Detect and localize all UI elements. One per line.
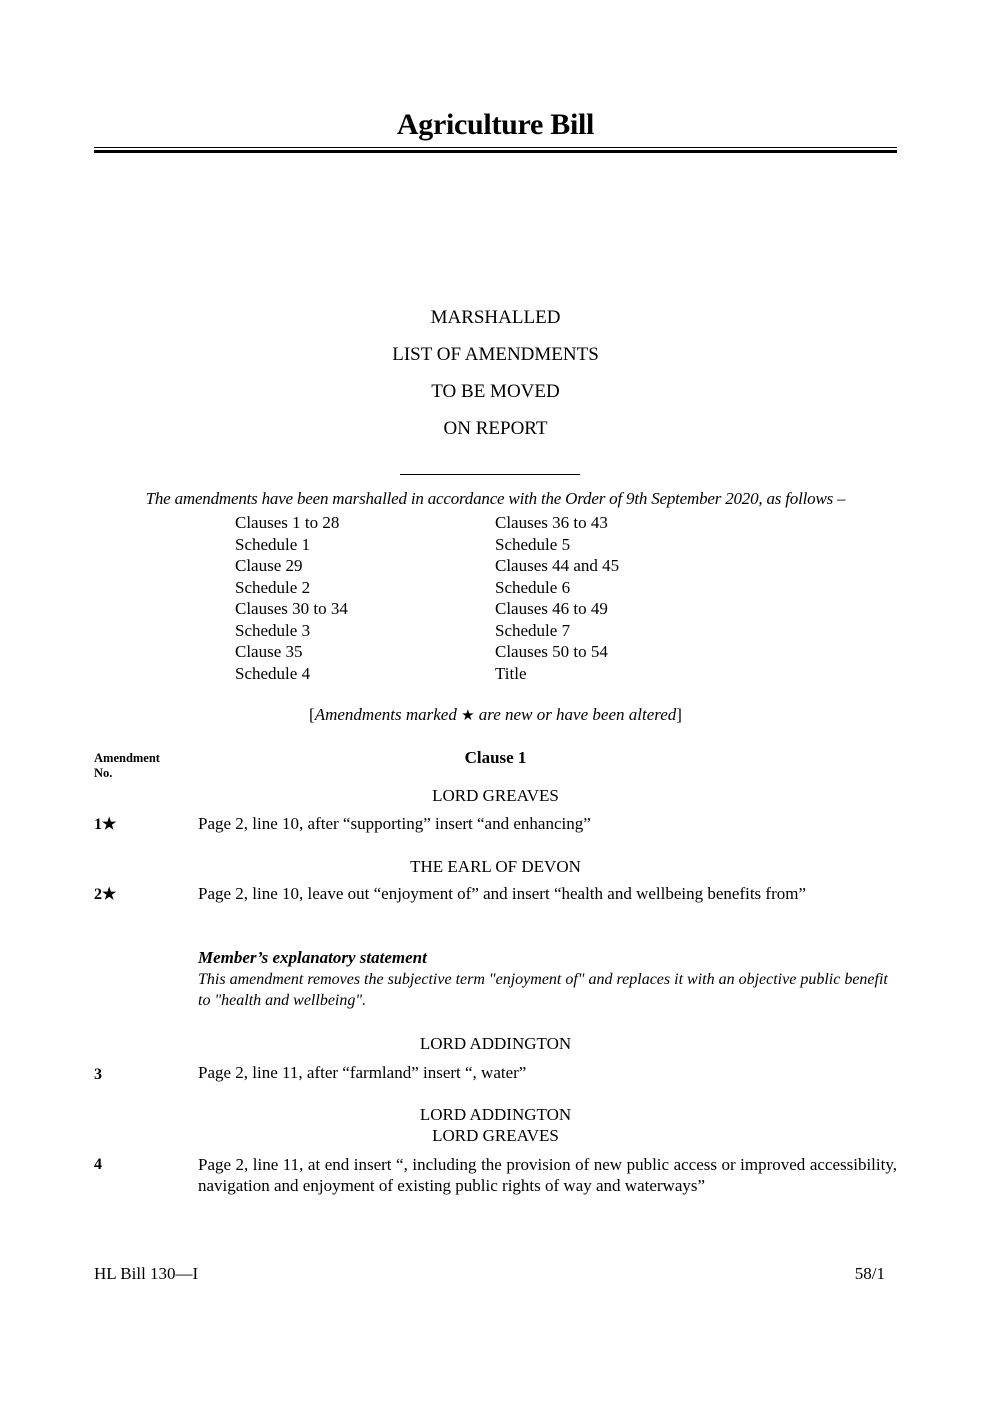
order-item: Schedule 6 <box>495 577 571 597</box>
order-item: Schedule 2 <box>235 577 311 597</box>
order-item: Schedule 4 <box>235 663 311 683</box>
order-item: Clauses 30 to 34 <box>235 599 348 618</box>
amendment-number: 1★ <box>94 816 117 833</box>
amendment-number: 4 <box>94 1156 102 1173</box>
amendment-text: Page 2, line 11, after “farmland” insert “, water” <box>198 1063 527 1082</box>
member-name: LORD GREAVES <box>432 786 559 805</box>
page-reference: 58/1 <box>854 1264 885 1283</box>
explanatory-statement-text: This amendment removes the subjective term "enjoyment of" and replaces it with an objective public benefit to "health and wellbeing". <box>198 971 888 1009</box>
section-divider <box>400 474 580 475</box>
member-name: THE EARL OF DEVON <box>410 857 581 876</box>
clause-title: Clause 1 <box>464 748 527 767</box>
title-rule-thin <box>94 147 897 148</box>
explanatory-statement-title: Member’s explanatory statement <box>198 948 427 967</box>
marshalled-heading <box>0 305 991 453</box>
order-item: Clause 35 <box>235 642 303 661</box>
bracket: [ <box>309 705 315 724</box>
header-line: No. <box>94 766 113 780</box>
title-rule-thick <box>94 150 897 153</box>
bracket: ] <box>676 705 682 724</box>
amendment-number: 2★ <box>94 886 117 903</box>
note-text: Amendments marked <box>314 705 462 724</box>
bill-reference: HL Bill 130—I <box>94 1264 199 1283</box>
order-item: Schedule 1 <box>235 534 311 554</box>
order-item: Schedule 7 <box>495 620 571 640</box>
heading-line: TO BE MOVED <box>431 381 560 402</box>
order-list-right <box>495 512 619 684</box>
heading-line: ON REPORT <box>443 418 548 439</box>
member-name: LORD ADDINGTON <box>419 1034 572 1053</box>
marshalling-intro: The amendments have been marshalled in accordance with the Order of 9th September 2020, as follows – <box>145 489 846 508</box>
order-item: Schedule 3 <box>235 620 311 640</box>
order-item: Clause 29 <box>235 556 303 575</box>
order-list-left <box>235 512 348 684</box>
order-item: Clauses 46 to 49 <box>495 599 608 618</box>
order-item: Clauses 36 to 43 <box>495 513 608 532</box>
amendment-text: Page 2, line 11, at end insert “, including the provision of new public access or improved accessibility, navigation and enjoyment of existing public rights of way and waterways” <box>198 1155 897 1195</box>
amendment-text: Page 2, line 10, leave out “enjoyment of” and insert “health and wellbeing benefits from” <box>198 884 807 903</box>
member-name: LORD ADDINGTON <box>419 1105 572 1124</box>
order-item: Clauses 1 to 28 <box>235 513 340 532</box>
header-line: Amendment <box>94 751 160 765</box>
order-item: Clauses 50 to 54 <box>495 642 608 661</box>
order-item: Clauses 44 and 45 <box>495 556 620 575</box>
document-title: Agriculture Bill <box>396 108 595 141</box>
star-icon: ★ <box>461 706 475 724</box>
amendment-text: Page 2, line 10, after “supporting” insert “and enhancing” <box>198 814 591 833</box>
note-text: are new or have been altered <box>474 705 677 724</box>
altered-amendments-note <box>0 705 991 725</box>
amendment-number: 3 <box>94 1066 102 1083</box>
heading-line: LIST OF AMENDMENTS <box>392 344 599 365</box>
order-item: Title <box>495 663 527 683</box>
order-item: Schedule 5 <box>495 534 571 554</box>
member-name: LORD GREAVES <box>432 1126 559 1145</box>
heading-line: MARSHALLED <box>430 307 561 328</box>
